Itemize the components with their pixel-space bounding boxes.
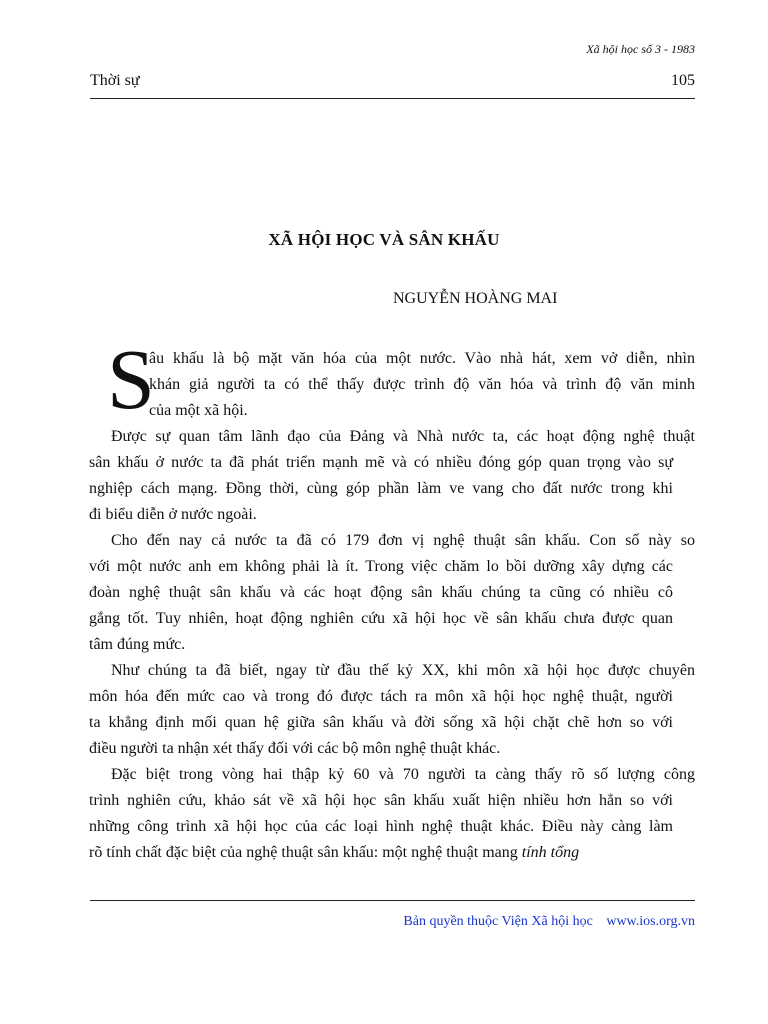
text-line: tâm đúng mức. (89, 636, 186, 653)
journal-reference: Xã hội học số 3 - 1983 (586, 42, 695, 56)
website-link[interactable]: www.ios.org.vn (606, 914, 695, 929)
text-line: Như chúng ta đã biết, ngay từ đầu thế kỷ XX, khi môn xã hội học được chuyên (111, 662, 695, 679)
section-title: Thời sự (90, 72, 140, 89)
copyright-text: Bản quyền thuộc Viện Xã hội học (403, 914, 593, 929)
text-line: sân khấu ở nước ta đã phát triển mạnh mẽ và có nhiều đóng góp quan trọng vào sự (89, 454, 673, 471)
text-line: khán giả người ta có thể thấy được trình độ văn hóa và trình độ văn minh (149, 376, 695, 393)
text-line: đi biểu diễn ở nước ngoài. (89, 506, 257, 523)
footer-divider (90, 900, 695, 901)
text-line: rõ tính chất đặc biệt của nghệ thuật sân khấu: một nghệ thuật mang (89, 844, 518, 861)
text-line: trình nghiên cứu, khảo sát về xã hội học sân khấu xuất hiện nhiều hơn hẳn so với (89, 792, 673, 809)
text-line: ta khẳng định mối quan hệ giữa sân khấu và đời sống xã hội chặt chẽ hơn so với (89, 714, 673, 731)
running-header (90, 72, 695, 99)
text-line: Cho đến nay cả nước ta đã có 179 đơn vị nghệ thuật sân khấu. Con số này so (111, 532, 695, 549)
text-line: đoàn nghệ thuật sân khấu và các hoạt động sân khấu chúng ta cũng có nhiều cô (89, 584, 673, 601)
text-line: những công trình xã hội học của các loại hình nghệ thuật khác. Điều này càng làm (89, 818, 673, 835)
text-line-final (89, 840, 695, 866)
drop-cap: S (107, 331, 155, 427)
text-line: âu khấu là bộ mặt văn hóa của một nước. Vào nhà hát, xem vở diễn, nhìn (149, 350, 695, 367)
text-line: môn hóa đến mức cao và trong đó được tách ra môn xã hội học nghệ thuật, người (89, 688, 673, 705)
text-line: nghiệp cách mạng. Đồng thời, cùng góp phần làm ve vang cho đất nước trong khi (89, 480, 673, 497)
text-line: Đặc biệt trong vòng hai thập kỷ 60 và 70 người ta càng thấy rõ số lượng công (111, 766, 695, 783)
text-line: của một xã hội. (149, 402, 248, 419)
text-line: gắng tốt. Tuy nhiên, hoạt động nghiên cứu xã hội học về sân khấu chưa được quan (89, 610, 673, 627)
italic-phrase: tính tổng (521, 844, 580, 861)
text-line: Được sự quan tâm lãnh đạo của Đảng và Nhà nước ta, các hoạt động nghệ thuật (111, 428, 695, 445)
text-line: với một nước anh em không phải là ít. Trong việc chăm lo bồi dưỡng xây dựng các (89, 558, 673, 575)
article-body (89, 331, 695, 866)
copyright-footer (403, 914, 695, 930)
page-number: 105 (671, 72, 695, 89)
article-title: XÃ HỘI HỌC VÀ SÂN KHẤU (268, 230, 500, 249)
text-line: điều người ta nhận xét thấy đối với các bộ môn nghệ thuật khác. (89, 740, 501, 757)
article-author: NGUYỄN HOÀNG MAI (393, 290, 558, 307)
